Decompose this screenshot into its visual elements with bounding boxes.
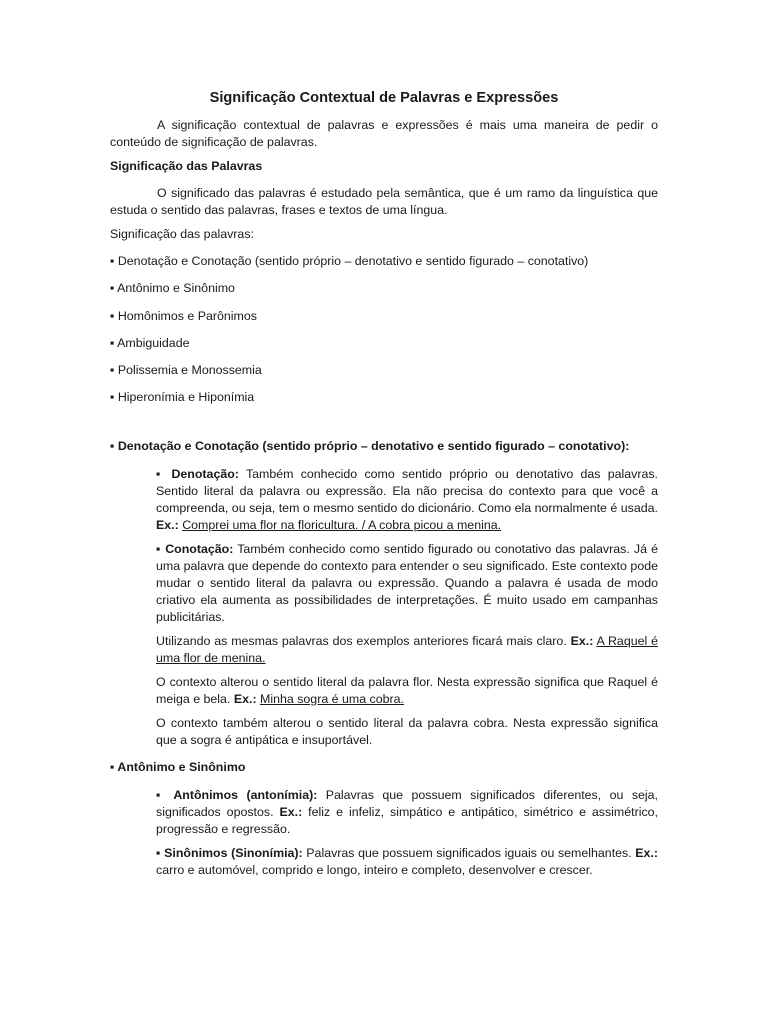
document-title: Significação Contextual de Palavras e Expressões — [209, 90, 559, 106]
section-heading-significacao: Significação das Palavras — [110, 159, 263, 173]
conotacao-paragraph — [156, 541, 658, 626]
cobra-example-paragraph — [156, 674, 658, 708]
list-item: ▪ Polissemia e Monossemia — [110, 363, 262, 378]
cobra-example-text: O contexto alterou o sentido literal da palavra flor. Nesta expressão significa que Raquel é meiga e bela. — [156, 674, 658, 706]
conotacao-text: Também conhecido como sentido figurado ou conotativo das palavras. Já é uma palavra que depende do contexto para entender o seu significado. Este contexto pode mudar o sentido literal da palavra ou expressão. Quando a palavra é usada de modo criativo ela aumenta as possibilidades de interpretações. É muito usado em campanhas publicitárias. — [156, 541, 658, 624]
list-item: ▪ Homônimos e Parônimos — [110, 308, 257, 323]
example-label: Ex.: — [635, 845, 658, 860]
cobra-example: Minha sogra é uma cobra. — [260, 691, 404, 706]
flor-example-text: Utilizando as mesmas palavras dos exemplos anteriores ficará mais claro. — [156, 633, 571, 648]
sinonimos-paragraph — [156, 845, 658, 879]
antonimos-text: Palavras que possuem significados diferentes, ou seja, significados opostos. — [156, 787, 658, 819]
antonimos-paragraph — [156, 787, 658, 838]
topic-list — [110, 253, 658, 406]
antonimos-example: feliz e infeliz, simpático e antipático, simétrico e assimétrico, progressão e regressão. — [156, 804, 658, 836]
semantica-paragraph: O significado das palavras é estudado pela semântica, que é um ramo da linguística que estuda o sentido das palavras, frases e textos de uma língua. — [110, 186, 658, 217]
sinonimos-text: Palavras que possuem significados iguais ou semelhantes. — [302, 845, 636, 860]
example-label: Ex.: — [279, 804, 303, 819]
example-label: Ex.: — [570, 633, 594, 648]
list-item: ▪ Ambiguidade — [110, 335, 190, 350]
flor-example: A Raquel é uma flor de menina. — [156, 633, 659, 665]
denotacao-text: Também conhecido como sentido próprio ou denotativo das palavras. Sentido literal da palavra ou expressão. Ela não precisa do contexto para que você a compreenda, ou seja, tem o mesmo sentido do dicionário. Como ela normalmente é usada. — [156, 466, 658, 515]
conotacao-term: ▪ Conotação: — [156, 541, 234, 556]
sinonimos-example: carro e automóvel, comprido e longo, inteiro e completo, desenvolver e crescer. — [156, 862, 593, 877]
section-heading-antonimo-sinonimo: ▪ Antônimo e Sinônimo — [110, 759, 246, 774]
list-item: ▪ Denotação e Conotação (sentido próprio – denotativo e sentido figurado – conotativo) — [110, 254, 589, 268]
example-label: Ex.: — [156, 517, 179, 532]
spacer — [110, 417, 658, 438]
list-label: Significação das palavras: — [110, 227, 254, 241]
flor-example-paragraph — [156, 633, 658, 667]
intro-paragraph: A significação contextual de palavras e expressões é mais uma maneira de pedir o conteúdo de significação de palavras. — [110, 118, 658, 149]
sinonimos-term: ▪ Sinônimos (Sinonímia): — [156, 845, 303, 860]
list-item: ▪ Antônimo e Sinônimo — [110, 281, 235, 296]
denotacao-paragraph — [156, 466, 658, 534]
denotacao-term: ▪ Denotação: — [156, 466, 239, 481]
section-heading-denotacao-conotacao: ▪ Denotação e Conotação (sentido próprio – denotativo e sentido figurado – conotativo): — [110, 438, 630, 453]
example-label: Ex.: — [233, 691, 257, 706]
cobra-explanation-paragraph: O contexto também alterou o sentido literal da palavra cobra. Nesta expressão significa que a sogra é antipática e insuportável. — [156, 715, 658, 747]
list-item: ▪ Hiperonímia e Hiponímia — [110, 390, 255, 405]
document-page — [110, 88, 658, 879]
denotacao-example: Comprei uma flor na floricultura. / A cobra picou a menina. — [182, 517, 502, 532]
antonimos-term: ▪ Antônimos (antonímia): — [156, 787, 318, 802]
